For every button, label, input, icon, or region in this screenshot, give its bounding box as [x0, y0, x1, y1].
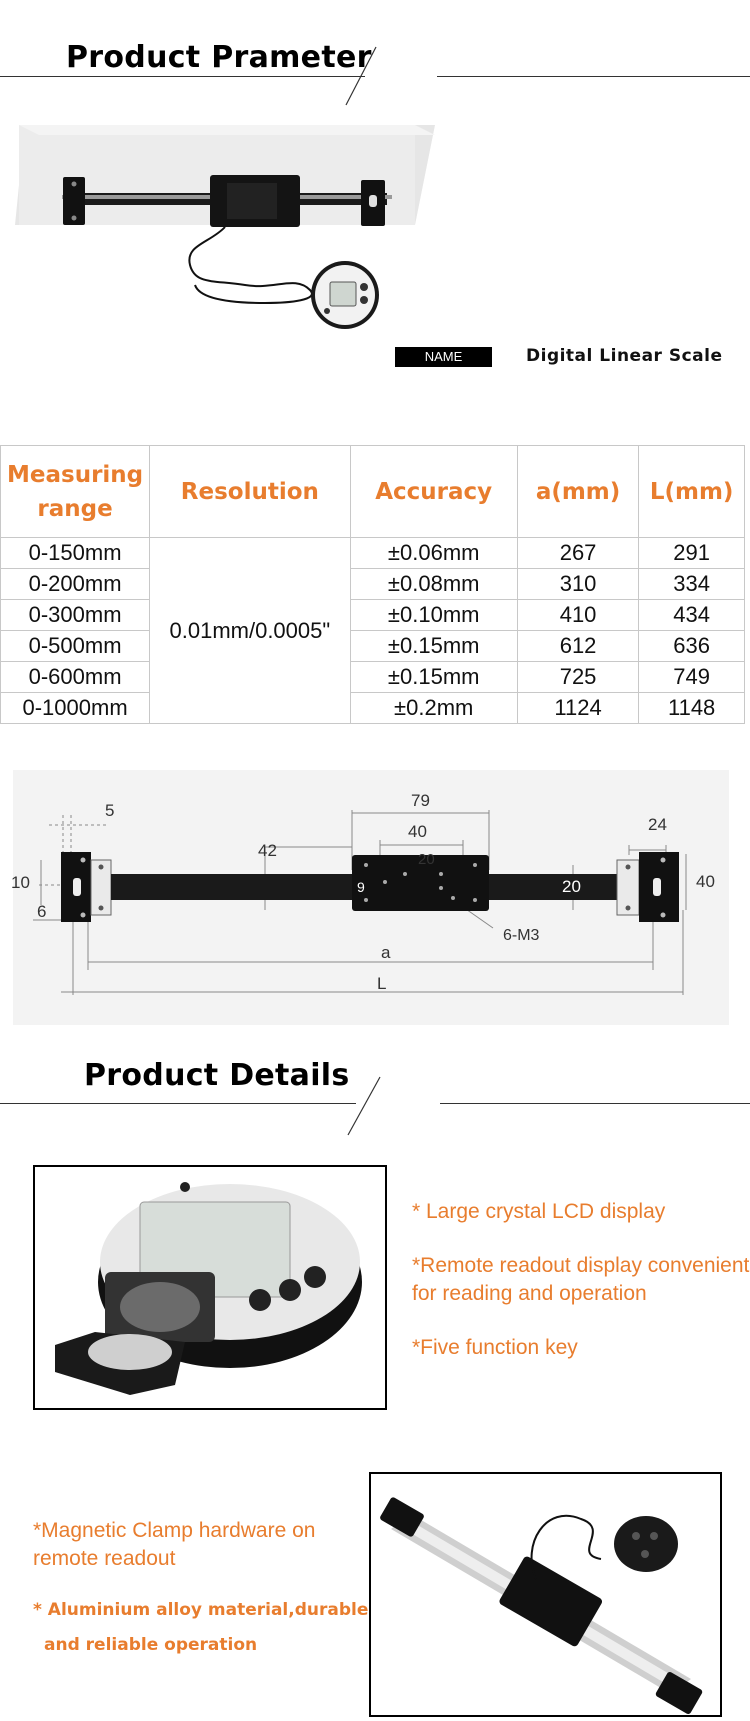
spec-table	[0, 445, 745, 724]
cell-range: 0-300mm	[1, 600, 150, 631]
product-photo-scale-diagonal	[371, 1474, 720, 1715]
cell-range: 0-150mm	[1, 538, 150, 569]
dim-label: 6	[37, 902, 47, 921]
table-row	[1, 631, 745, 662]
header-accuracy: Accuracy	[350, 446, 517, 538]
header-a-mm: a(mm)	[517, 446, 638, 538]
section-title: Product Prameter	[66, 40, 372, 75]
dim-label: 20	[562, 877, 581, 896]
dim-label: 40	[408, 822, 427, 841]
cell-range: 0-600mm	[1, 662, 150, 693]
name-label-tag: NAME	[395, 347, 492, 367]
header-resolution: Resolution	[150, 446, 350, 538]
feature-aluminium-1: * Aluminium alloy material,durable	[33, 1600, 369, 1620]
table-row	[1, 538, 745, 569]
dim-label: L	[377, 974, 387, 993]
cell-accuracy: ±0.15mm	[350, 662, 517, 693]
photo-frame-scale	[369, 1472, 722, 1717]
cell-accuracy: ±0.2mm	[350, 693, 517, 724]
cell-l: 749	[639, 662, 745, 693]
dim-label: 9	[357, 879, 365, 895]
cell-accuracy: ±0.10mm	[350, 600, 517, 631]
table-row	[1, 569, 745, 600]
product-name: Digital Linear Scale	[526, 346, 723, 366]
cell-l: 291	[639, 538, 745, 569]
cell-a: 612	[517, 631, 638, 662]
slash-divider	[0, 1057, 750, 1137]
dim-label: 40	[696, 872, 715, 891]
cell-l: 636	[639, 631, 745, 662]
feature-remote-readout-2: for reading and operation	[412, 1282, 647, 1305]
cell-range: 0-500mm	[1, 631, 150, 662]
section-header-details	[0, 1057, 750, 1137]
table-row	[1, 693, 745, 724]
cell-l: 334	[639, 569, 745, 600]
cell-range: 0-200mm	[1, 569, 150, 600]
dim-label: 5	[105, 801, 115, 820]
cell-a: 410	[517, 600, 638, 631]
feature-magnetic-clamp-1: *Magnetic Clamp hardware on	[33, 1519, 316, 1542]
header-measuring-range: Measuring range	[1, 446, 150, 538]
cell-a: 310	[517, 569, 638, 600]
cell-l: 1148	[639, 693, 745, 724]
table-row	[1, 662, 745, 693]
dim-label: 42	[258, 841, 277, 860]
feature-remote-readout-1: *Remote readout display convenient	[412, 1254, 750, 1277]
cell-a: 725	[517, 662, 638, 693]
cell-range: 0-1000mm	[1, 693, 150, 724]
product-photo-scale	[15, 125, 435, 340]
table-row	[1, 600, 745, 631]
dim-label: 10	[11, 873, 30, 892]
photo-frame-readout	[33, 1165, 387, 1410]
cell-accuracy: ±0.06mm	[350, 538, 517, 569]
feature-function-key: *Five function key	[412, 1336, 578, 1359]
header-l-mm: L(mm)	[639, 446, 745, 538]
dim-label: a	[381, 943, 391, 962]
cell-l: 434	[639, 600, 745, 631]
product-photo-readout	[35, 1167, 385, 1408]
dim-label: 6-M3	[503, 927, 540, 944]
dim-label: 79	[411, 791, 430, 810]
table-header-row	[1, 446, 745, 538]
feature-aluminium-2: and reliable operation	[44, 1635, 258, 1655]
cell-accuracy: ±0.15mm	[350, 631, 517, 662]
feature-magnetic-clamp-2: remote readout	[33, 1547, 176, 1570]
dimension-drawing	[13, 770, 729, 1025]
section-header-parameter	[0, 35, 750, 110]
section-title: Product Details	[84, 1058, 350, 1093]
cell-a: 1124	[517, 693, 638, 724]
cell-a: 267	[517, 538, 638, 569]
dim-label: 20	[418, 851, 435, 868]
cell-resolution: 0.01mm/0.0005"	[150, 538, 350, 724]
feature-lcd-display: * Large crystal LCD display	[412, 1200, 666, 1223]
cell-accuracy: ±0.08mm	[350, 569, 517, 600]
slash-divider	[0, 35, 750, 110]
dim-label: 24	[648, 815, 667, 834]
